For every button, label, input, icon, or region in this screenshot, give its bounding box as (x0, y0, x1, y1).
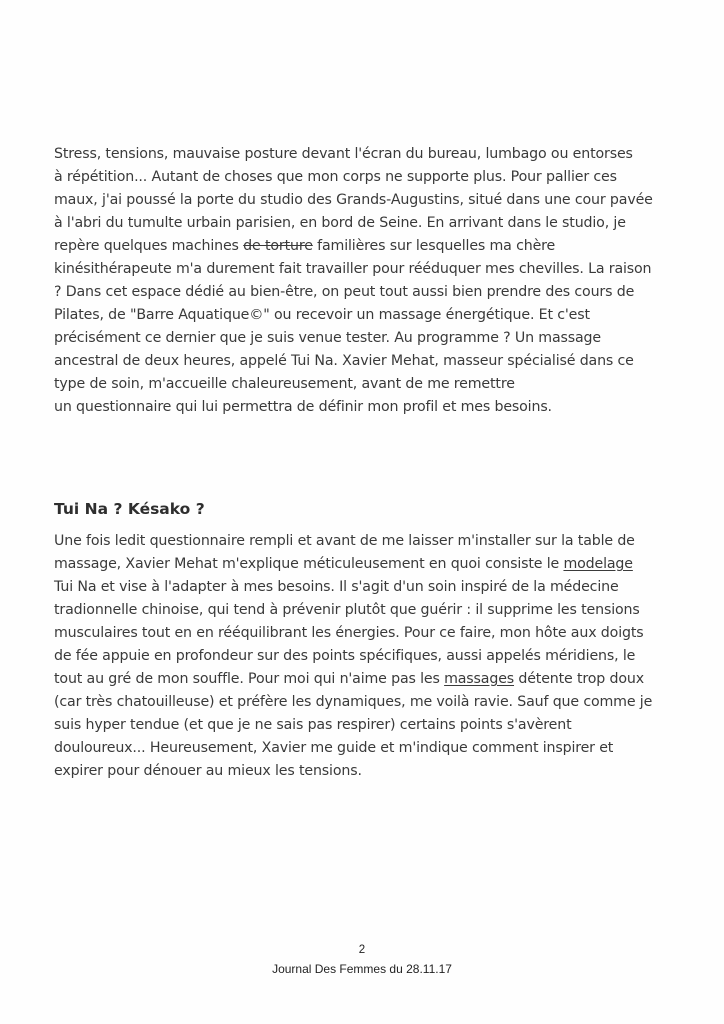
text-line (54, 668, 684, 691)
text-line: à répétition... Autant de choses que mon corps ne supporte plus. Pour pallier ces (54, 169, 617, 185)
text-line: précisément ce dernier que je suis venue tester. Au programme ? Un massage (54, 330, 601, 346)
text-segment: détente trop doux (514, 671, 644, 687)
text-line: Pilates, de "Barre Aquatique©" ou recevoir un massage énergétique. Et c'est (54, 307, 590, 323)
text-line: kinésithérapeute m'a durement fait travailler pour rééduquer mes chevilles. La raison (54, 261, 652, 277)
text-line: Stress, tensions, mauvaise posture devant l'écran du bureau, lumbago ou entorses (54, 146, 633, 162)
text-line: ancestral de deux heures, appelé Tui Na. Xavier Mehat, masseur spécialisé dans ce (54, 353, 634, 369)
text-line: un questionnaire qui lui permettra de définir mon profil et mes besoins. (54, 399, 552, 415)
text-line (54, 235, 684, 258)
text-line: à l'abri du tumulte urbain parisien, en bord de Seine. En arrivant dans le studio, je (54, 215, 626, 231)
text-line: maux, j'ai poussé la porte du studio des Grands-Augustins, situé dans une cour pavée (54, 192, 653, 208)
text-line (54, 553, 684, 576)
page-number: 2 (358, 944, 366, 956)
source-footer: Journal Des Femmes du 28.11.17 (272, 962, 452, 976)
massages-link[interactable]: massages (444, 671, 515, 687)
text-line: (car très chatouilleuse) et préfère les dynamiques, me voilà ravie. Sauf que comme je (54, 694, 653, 710)
struck-text: de torture (243, 238, 313, 254)
modelage-link[interactable]: modelage (563, 556, 633, 572)
section-heading: Tui Na ? Késako ? (54, 500, 205, 518)
text-segment: repère quelques machines (54, 238, 244, 254)
text-line: suis hyper tendue (et que je ne sais pas respirer) certains points s'avèrent (54, 717, 572, 733)
text-line: musculaires tout en en rééquilibrant les énergies. Pour ce faire, mon hôte aux doigts (54, 625, 644, 641)
text-line: type de soin, m'accueille chaleureusement, avant de me remettre (54, 376, 515, 392)
text-segment: massage, Xavier Mehat m'explique méticuleusement en quoi consiste le (54, 556, 564, 572)
text-segment: familières sur lesquelles ma chère (312, 238, 556, 254)
text-line: douloureux... Heureusement, Xavier me guide et m'indique comment inspirer et (54, 740, 614, 756)
text-line: ? Dans cet espace dédié au bien-être, on peut tout aussi bien prendre des cours de (54, 284, 635, 300)
intro-paragraph (54, 143, 684, 419)
text-line: expirer pour dénouer au mieux les tensions. (54, 763, 362, 779)
text-line: de fée appuie en profondeur sur des points spécifiques, aussi appelés méridiens, le (54, 648, 636, 664)
text-line: Une fois ledit questionnaire rempli et avant de me laisser m'installer sur la table de (54, 533, 635, 549)
body-paragraph (54, 530, 684, 783)
text-line: Tui Na et vise à l'adapter à mes besoins. Il s'agit d'un soin inspiré de la médecine (54, 579, 619, 595)
text-line: tradionnelle chinoise, qui tend à prévenir plutôt que guérir : il supprime les tensions (54, 602, 640, 618)
text-segment: tout au gré de mon souffle. Pour moi qui n'aime pas les (54, 671, 445, 687)
